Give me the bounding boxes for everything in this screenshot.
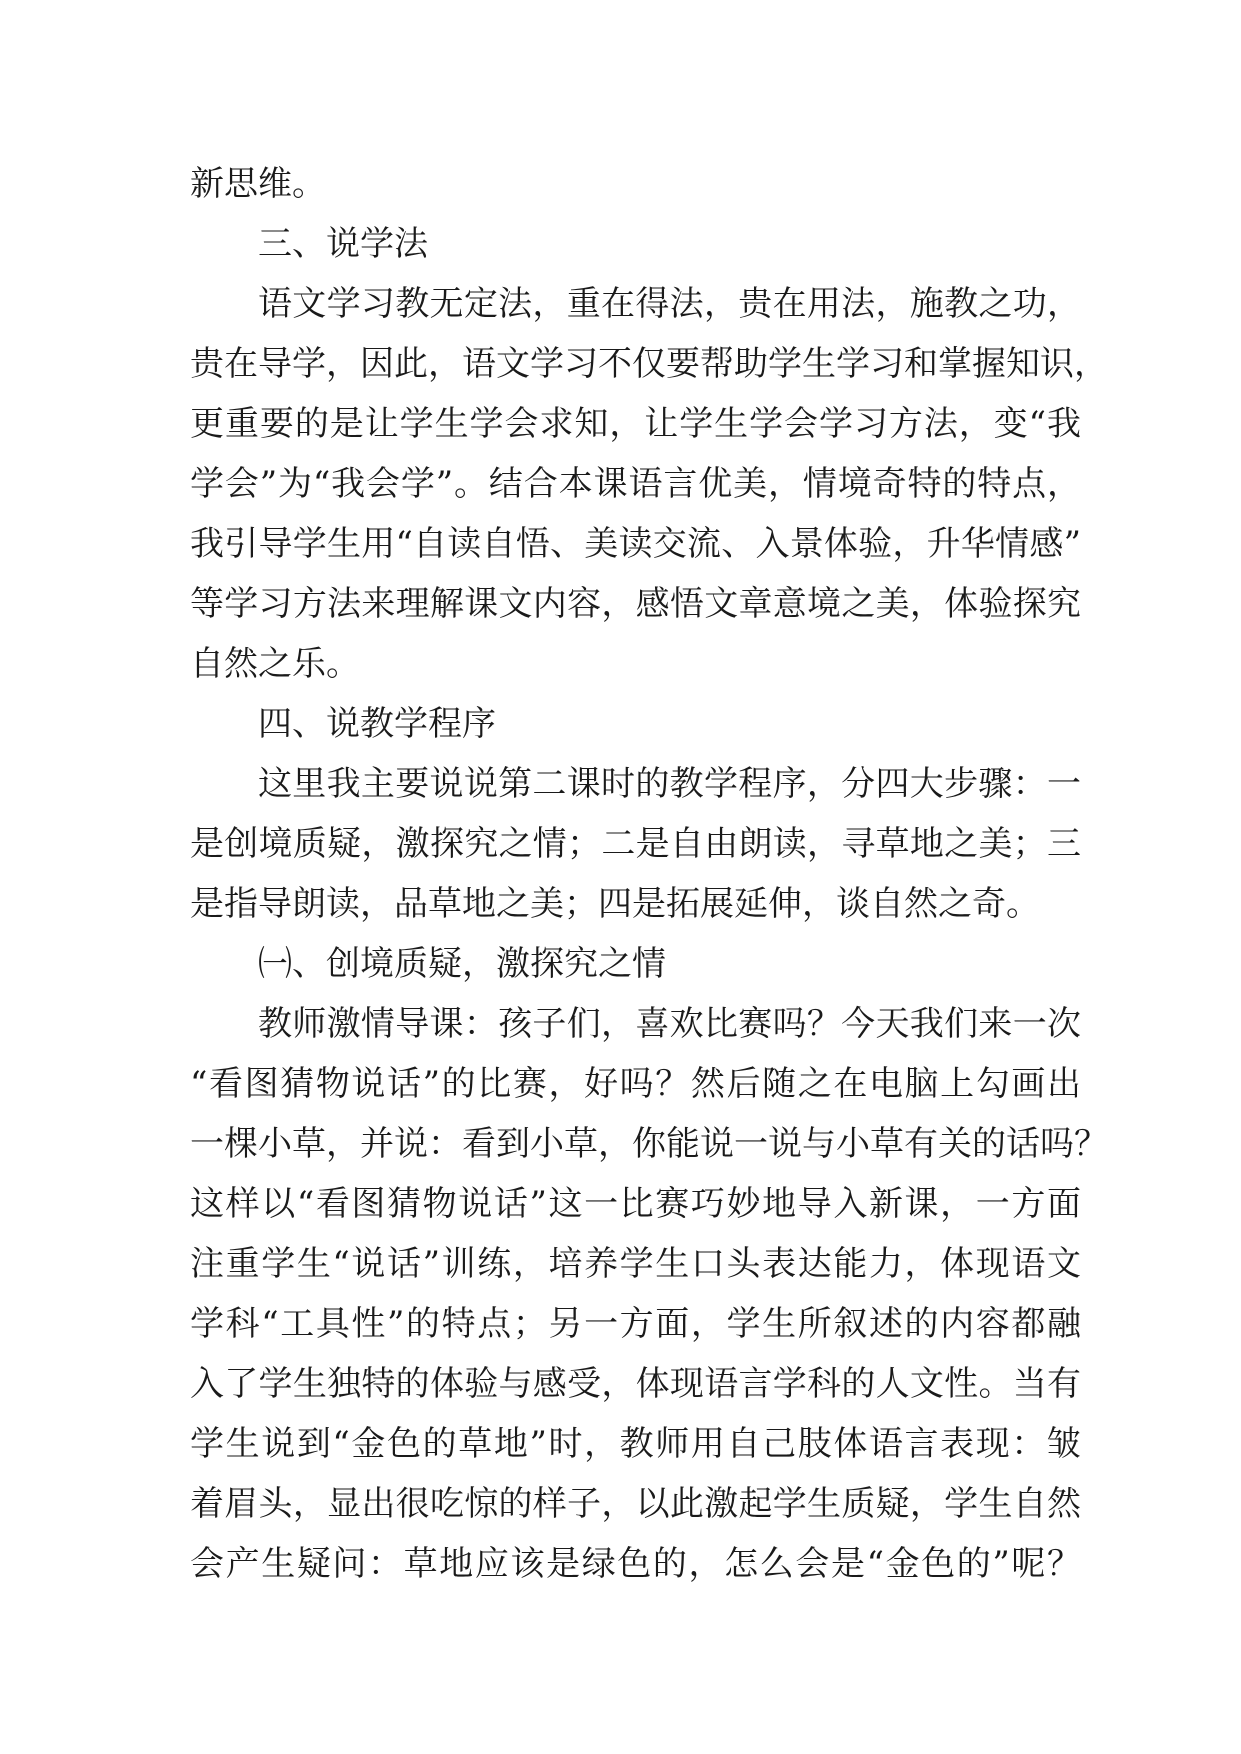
text-line-1: 新思维。 [190,164,326,204]
text-line-13: 是指导朗读，品草地之美；四是拓展延伸，谈自然之奇。 [190,884,1040,924]
text-line-3: 语文学习教无定法，重在得法，贵在用法，施教之功， [258,284,1081,324]
section-heading-4: 四、说教学程序 [258,704,496,744]
text-line-22: 学生说到“金色的草地”时，教师用自己肢体语言表现：皱 [190,1424,1081,1464]
text-line-6: 学会”为“我会学”。结合本课语言优美，情境奇特的特点， [190,464,1081,504]
text-line-15: 教师激情导课：孩子们，喜欢比赛吗？今天我们来一次 [258,1004,1081,1044]
text-line-11: 这里我主要说说第二课时的教学程序，分四大步骤：一 [258,764,1081,804]
text-line-23: 着眉头，显出很吃惊的样子，以此激起学生质疑，学生自然 [190,1484,1081,1524]
text-line-16: “看图猜物说话”的比赛，好吗？然后随之在电脑上勾画出 [190,1064,1081,1104]
text-line-9: 自然之乐。 [190,644,360,684]
text-line-17: 一棵小草，并说：看到小草，你能说一说与小草有关的话吗？ [190,1124,1108,1164]
text-line-19: 注重学生“说话”训练，培养学生口头表达能力，体现语文 [190,1244,1081,1284]
text-line-8: 等学习方法来理解课文内容，感悟文章意境之美，体验探究 [190,584,1081,624]
text-line-7: 我引导学生用“自读自悟、美读交流、入景体验，升华情感” [190,524,1081,564]
text-line-5: 更重要的是让学生学会求知，让学生学会学习方法，变“我 [190,404,1081,444]
text-line-20: 学科“工具性”的特点；另一方面，学生所叙述的内容都融 [190,1304,1081,1344]
text-line-12: 是创境质疑，激探究之情；二是自由朗读，寻草地之美；三 [190,824,1081,864]
text-line-21: 入了学生独特的体验与感受，体现语言学科的人文性。当有 [190,1364,1081,1404]
text-line-4: 贵在导学，因此，语文学习不仅要帮助学生学习和掌握知识， [190,344,1108,384]
text-line-24: 会产生疑问：草地应该是绿色的，怎么会是“金色的”呢？ [190,1544,1081,1584]
section-heading-3: 三、说学法 [258,224,428,264]
text-line-18: 这样以“看图猜物说话”这一比赛巧妙地导入新课，一方面 [190,1184,1081,1224]
subsection-heading-1: ㈠、创境质疑，激探究之情 [258,944,666,984]
